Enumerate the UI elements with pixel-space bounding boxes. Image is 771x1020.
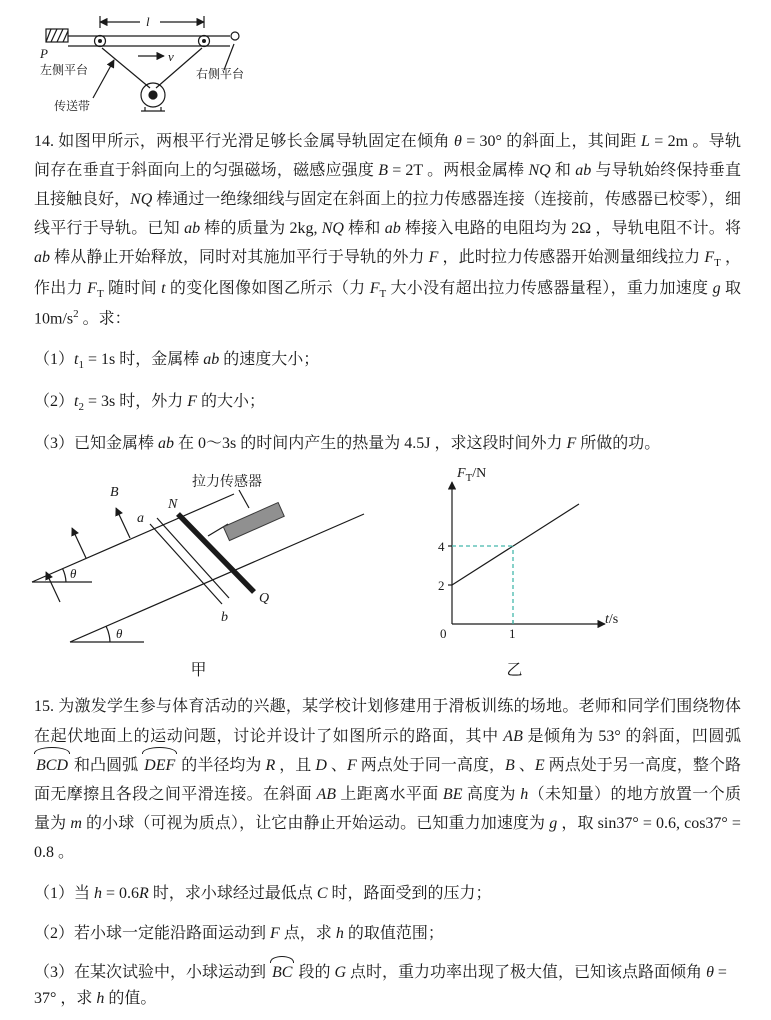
label-Q: Q [259,591,270,607]
x-tick-1: 1 [509,626,516,642]
lower-angle-arc [106,626,110,642]
label-theta-upper: θ [70,566,77,582]
problem-14-q3: （3）已知金属棒 ab 在 0～3s 的时间内产生的热量为 4.5J ，求这段时间外力 F 所做的功。 [34,434,661,452]
label-conveyor-belt: 传送带 [54,99,91,113]
upper-angle-arc [63,569,67,583]
force-sensor-box [223,503,284,541]
origin-0: 0 [440,626,447,642]
figure-jia-incline [26,472,371,680]
problem-15-q3: （3）在某次试验中，小球运动到 BC 段的 G 点时，重力功率出现了极大值，已知该点路面倾角 θ = 37° ，求 h 的值。 [34,960,741,1011]
problem-14-figures [26,466,741,680]
problem-15-q1: （1）当 h = 0.6R 时，求小球经过最低点 C 时，路面受到的压力； [34,885,492,903]
label-left-platform: 左侧平台 [40,63,89,77]
problem-15-body: 15. 为激发学生参与体育活动的兴趣，某学校计划修建用于滑板训练的场地。老师和同学们围绕物体在起伏地面上的运动问题，讨论并设计了如图所示的路面，其中 AB 是倾角为 53° 的斜面，凹圆弧 BCD 和凸圆弧 DEF 的半径均为 R ，且 D 、F 两点处于同一高度，B 、E 两点处于另一高度，整个路面无摩擦且各段之间平滑连接。在斜面 AB 上距离水平面 BE 高度为 h（未知量）的地方放置一个质量为 m 的小球（可视为质点），让它由静止开始运动。已知重力加速度为 g ，取 sin37° = 0.6, cos37° = 0.8 。 [34,698,741,861]
label-force-sensor: 拉力传感器 [192,475,262,491]
x-axis-label: t/s [605,612,619,628]
right-roller [231,32,239,40]
problem-15-q2: （2）若小球一定能沿路面运动到 F 点，求 h 的取值范围； [34,924,444,942]
y-axis-label: $F_T/N$ [457,466,487,485]
figure-yi-caption: 乙 [506,662,523,680]
label-l: l [146,14,150,29]
conveyor-belt-figure [38,12,741,121]
label-B: B [110,485,119,501]
conveyor-belt-svg [38,12,290,116]
b-field-arrow [46,572,60,602]
figure-jia-caption: 甲 [190,662,207,680]
problem-14-q2: $(2)t_2 = 3s$ 时，外力 F 的大小； [34,393,266,414]
label-b: b [221,610,228,626]
figure-yi-graph [407,466,622,680]
label-right-platform: 右侧平台 [196,67,245,81]
label-P: P [40,46,48,61]
sensor-label-leader [239,490,249,508]
label-a: a [137,511,144,527]
b-field-arrow [72,528,86,558]
y-tick-4: 4 [438,539,445,555]
problem-14-body: 14. 如图甲所示，两根平行光滑足够长金属导轨固定在倾角 θ = 30° 的斜面上，其间距 L = 2m 。导轨间存在垂直于斜面向上的匀强磁场，磁感应强度 B = 2T 。两根金属棒 NQ 和 ab 与导轨始终保持垂直且接触良好，NQ 棒通过一绝缘细线与固定在斜面上的拉力传感器连接（连接前，传感器已校零），细线平行于导轨。已知 ab 棒的质量为 2kg, NQ 棒和 ab 棒接入电路的电阻均为 2Ω ，导轨电阻不计。将 ab 棒从静止开始释放，同时对其施加平行于导轨的外力 F ，此时拉力传感器开始测量细线拉力 $F_T$ ，作出力 $F_T$ 随时间 t 的变化图像如图乙所示（力 $F_T$ 大小没有超出拉力传感器量程），重力加速度 g 取 $10m/s^2$ 。求： [34,133,741,328]
label-v: v [168,49,174,64]
belt-label-leader-arrow [93,60,114,98]
incline-svg [26,472,371,650]
data-line [452,504,579,585]
b-field-arrow [116,508,130,538]
label-N: N [168,497,178,513]
label-theta-lower: θ [116,626,123,642]
wall-block [46,29,68,42]
problem-14-q1: $(1)t_1 = 1s$ 时，金属棒 ab 的速度大小； [34,351,320,372]
y-tick-2: 2 [438,578,445,594]
force-time-graph-svg [407,472,622,650]
lower-slope-edge [70,514,364,642]
